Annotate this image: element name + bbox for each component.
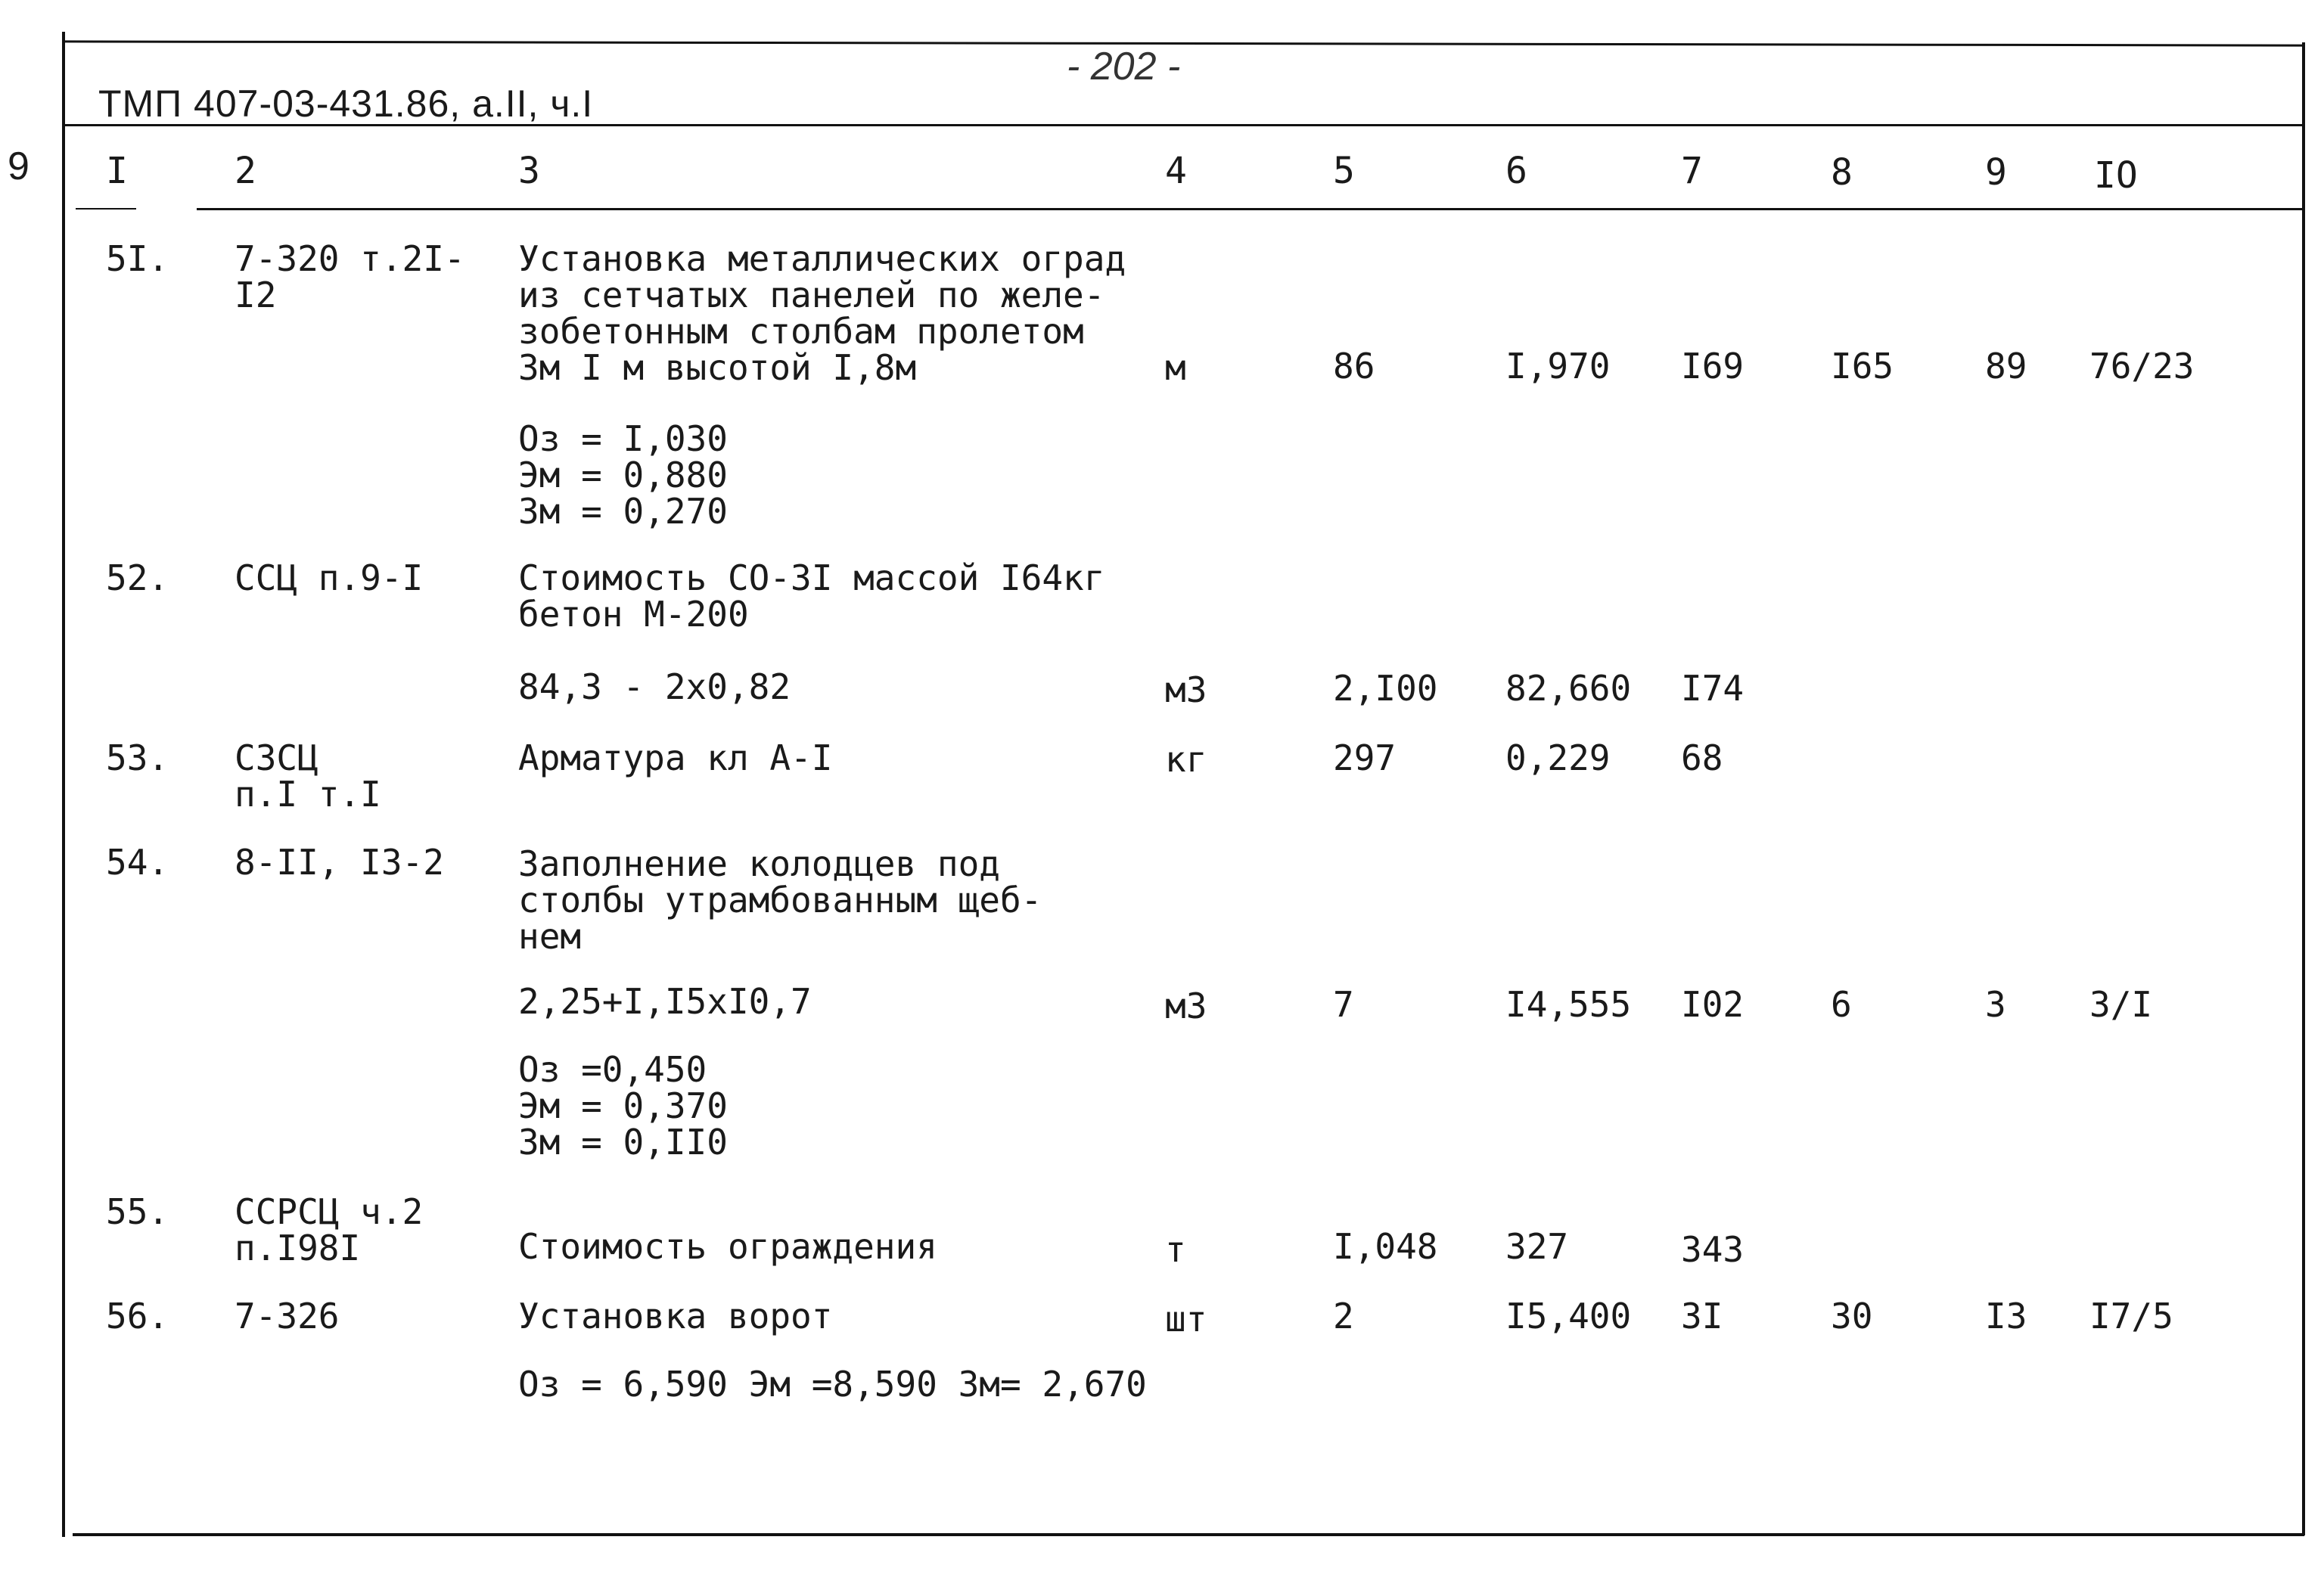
col10-value: I7/5: [2089, 1296, 2173, 1337]
row-number: 52.: [106, 557, 169, 598]
margin-number: 9: [8, 144, 30, 188]
calculation: 84,3 - 2х0,82: [518, 666, 791, 707]
norm-code: 8-II, I3-2: [235, 842, 444, 883]
norm-code: ССРСЦ ч.2 п.I98I: [235, 1191, 424, 1268]
quantity: 86: [1333, 346, 1375, 387]
unit: м3: [1165, 986, 1207, 1026]
work-description: Установка ворот: [518, 1296, 833, 1337]
total-cost: 343: [1681, 1229, 1745, 1270]
unit-price: I5,400: [1505, 1296, 1632, 1337]
header-bottom-line-short: [76, 208, 136, 210]
col9-value: 89: [1985, 346, 2027, 387]
col8-value: 30: [1831, 1296, 1873, 1337]
unit: м: [1165, 347, 1186, 388]
column-header-5: 5: [1333, 150, 1355, 192]
row-number: 55.: [106, 1191, 169, 1232]
frame-right-line: [2302, 42, 2305, 1535]
work-description: Стоимость СО-3I массой I64кг бетон М-200: [518, 557, 1105, 635]
column-header-6: 6: [1505, 150, 1527, 192]
column-header-7: 7: [1681, 150, 1703, 192]
frame-left-line: [62, 32, 65, 1537]
col8-value: 6: [1831, 984, 1852, 1025]
unit: м3: [1165, 669, 1207, 710]
row-number: 5I.: [106, 238, 169, 279]
unit: шт: [1165, 1299, 1207, 1340]
column-header-8: 8: [1831, 151, 1853, 194]
unit-price: 0,229: [1505, 737, 1611, 778]
work-description: Заполнение колодцев под столбы утрамбованным щеб- нем: [518, 843, 1042, 957]
coefficients-note: Оз = I,030 Эм = 0,880 Зм = 0,270: [518, 418, 728, 532]
column-header-10: IO: [2094, 154, 2138, 197]
col10-value: 76/23: [2089, 346, 2195, 387]
page-number: - 202 -: [1067, 45, 1181, 88]
quantity: 7: [1333, 984, 1354, 1025]
total-cost: I74: [1681, 668, 1745, 709]
total-cost: 68: [1681, 737, 1723, 778]
coefficients-note: Оз = 6,590 Эм =8,590 Зм= 2,670: [518, 1364, 1147, 1405]
unit-price: I4,555: [1505, 984, 1632, 1025]
quantity: I,048: [1333, 1226, 1438, 1267]
norm-code: СЗСЦ п.I т.I: [235, 737, 381, 815]
unit-price: 327: [1505, 1226, 1569, 1267]
frame-bottom-line: [73, 1533, 2304, 1536]
column-header-9: 9: [1985, 151, 2007, 194]
column-header-1: I: [106, 150, 128, 192]
norm-code: 7-326: [235, 1296, 340, 1337]
work-description: Установка металлических оград из сетчатых панелей по желе- зобетонным столбам пролетом 3м I м высотой I,8м: [518, 238, 1126, 388]
work-description: Арматура кл А-I: [518, 737, 833, 778]
row-number: 54.: [106, 842, 169, 883]
unit: кг: [1165, 739, 1207, 780]
total-cost: I02: [1681, 984, 1745, 1025]
document-code: ТМП 407-03-431.86, а.II, ч.I: [98, 82, 594, 125]
column-header-2: 2: [235, 150, 256, 192]
column-header-3: 3: [518, 150, 540, 192]
calculation: 2,25+I,I5хI0,7: [518, 981, 812, 1022]
coefficients-note: Оз =0,450 Эм = 0,370 Зм = 0,II0: [518, 1049, 728, 1163]
header-bottom-line: [197, 208, 2304, 210]
quantity: 297: [1333, 737, 1397, 778]
column-header-4: 4: [1165, 150, 1187, 192]
col9-value: I3: [1985, 1296, 2027, 1337]
work-description: Стоимость ограждения: [518, 1226, 937, 1267]
row-number: 53.: [106, 737, 169, 778]
unit: т: [1165, 1229, 1186, 1270]
total-cost: I69: [1681, 346, 1745, 387]
col10-value: 3/I: [2089, 984, 2153, 1025]
unit-price: I,970: [1505, 346, 1611, 387]
quantity: 2: [1333, 1296, 1354, 1337]
unit-price: 82,660: [1505, 668, 1632, 709]
frame-top-line: [64, 40, 2303, 46]
row-number: 56.: [106, 1296, 169, 1337]
norm-code: 7-320 т.2I- I2: [235, 238, 465, 315]
quantity: 2,I00: [1333, 668, 1438, 709]
norm-code: ССЦ п.9-I: [235, 557, 424, 598]
col9-value: 3: [1985, 984, 2006, 1025]
total-cost: 3I: [1681, 1296, 1723, 1337]
col8-value: I65: [1831, 346, 1894, 387]
